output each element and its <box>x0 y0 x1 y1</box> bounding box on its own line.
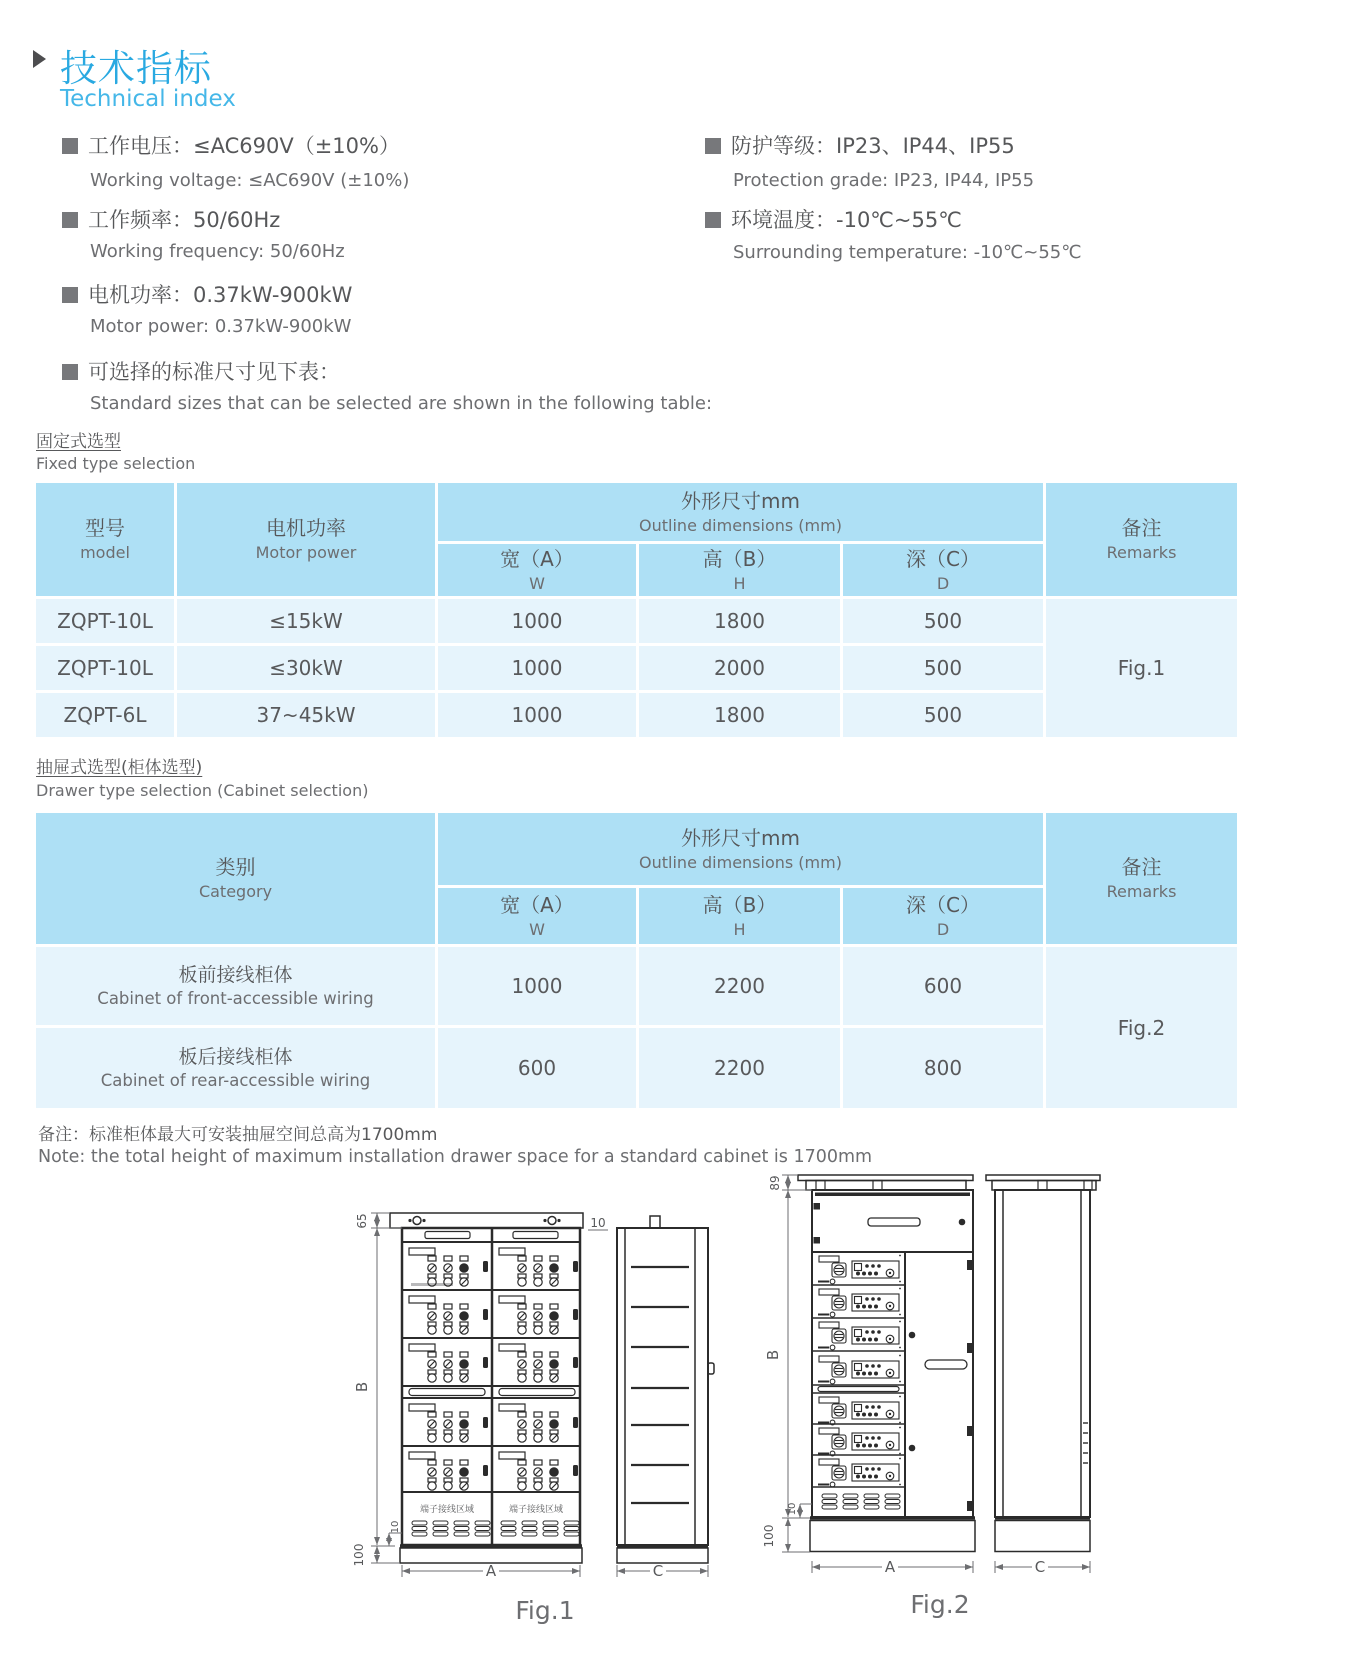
column-header-width: 宽（A） W <box>438 888 636 944</box>
column-header-outline-dimensions: 外形尺寸mm Outline dimensions (mm) <box>438 483 1043 541</box>
column-header-depth: 深（C） D <box>843 888 1043 944</box>
cell-height-row1: 2200 <box>639 1028 840 1108</box>
spec-surrounding-temperature <box>705 204 962 234</box>
column-header-height: 高（B） H <box>639 888 840 944</box>
cell-remark-fig1: Fig.1 <box>1046 599 1237 737</box>
cell-depth-row2: 500 <box>843 693 1043 737</box>
cell-depth-row0: 600 <box>843 947 1043 1025</box>
cell-height-row0: 1800 <box>639 599 840 643</box>
fig2-dim-89: 89 <box>768 1175 782 1191</box>
bullet-square-icon <box>62 212 78 228</box>
fig2-dim-a: A <box>884 1558 896 1576</box>
spec-motor-power <box>62 279 352 309</box>
fig1-dim-b: B <box>353 1381 371 1393</box>
cell-height-row0: 2200 <box>639 947 840 1025</box>
fixed-section-title-en: Fixed type selection <box>36 454 196 473</box>
bullet-square-icon <box>62 287 78 303</box>
fig2-caption: Fig.2 <box>910 1590 970 1619</box>
fig2-side-view <box>986 1175 1100 1552</box>
cell-power-row0: ≤15kW <box>177 599 435 643</box>
fig2-dim-100: 100 <box>762 1524 776 1548</box>
fig1-dim-10-bottom: 10 <box>390 1520 401 1534</box>
fig2-dimension-lines <box>782 1175 1090 1573</box>
bullet-square-icon <box>705 212 721 228</box>
cell-depth-row1: 800 <box>843 1028 1043 1108</box>
spec-en-text: Protection grade: IP23, IP44, IP55 <box>733 170 1035 191</box>
cell-width-row0: 1000 <box>438 947 636 1025</box>
column-header-remarks: 备注 Remarks <box>1046 813 1237 944</box>
fig1-dim-65: 65 <box>355 1213 369 1229</box>
page-title: 技术指标 <box>60 47 212 90</box>
fig2-front-view <box>798 1175 975 1552</box>
cell-width-row2: 1000 <box>438 693 636 737</box>
fig1-terminal-area-label: 端子接线区域 <box>419 1505 475 1515</box>
table-intro <box>62 356 340 386</box>
cell-power-row1: ≤30kW <box>177 646 435 690</box>
fig2-dim-b: B <box>764 1349 782 1361</box>
cell-category-row1: 板后接线柜体 Cabinet of rear-accessible wiring <box>36 1028 435 1108</box>
spec-en-text: Motor power: 0.37kW-900kW <box>90 316 352 337</box>
spec-working-voltage <box>62 130 400 160</box>
cell-height-row2: 1800 <box>639 693 840 737</box>
fig2-dim-c: C <box>1034 1558 1046 1576</box>
note-en: Note: the total height of maximum installation drawer space for a standard cabinet is 1700mm <box>38 1147 873 1167</box>
drawer-section-title-en: Drawer type selection (Cabinet selection) <box>36 781 369 800</box>
fig2-dim-10: 10 <box>787 1502 798 1516</box>
intro-cn-text: 可选择的标准尺寸见下表： <box>88 360 340 384</box>
cell-remark-fig2: Fig.2 <box>1046 947 1237 1108</box>
column-header-category: 类别 Category <box>36 813 435 944</box>
spec-cn-text: 电机功率：0.37kW-900kW <box>88 283 353 307</box>
cell-width-row1: 1000 <box>438 646 636 690</box>
column-header-outline-dimensions: 外形尺寸mm Outline dimensions (mm) <box>438 813 1043 885</box>
spec-cn-text: 防护等级：IP23、IP44、IP55 <box>731 134 1015 158</box>
drawer-selection-table <box>36 813 1237 1108</box>
intro-en-text: Standard sizes that can be selected are shown in the following table: <box>90 393 713 414</box>
bullet-square-icon <box>62 364 78 380</box>
cell-model-row2: ZQPT-6L <box>36 693 174 737</box>
cell-height-row1: 2000 <box>639 646 840 690</box>
spec-en-text: Working voltage: ≤AC690V (±10%) <box>90 170 410 191</box>
spec-protection-grade <box>705 130 1015 160</box>
fig1-side-view <box>617 1216 714 1563</box>
cell-depth-row0: 500 <box>843 599 1043 643</box>
cell-model-row0: ZQPT-10L <box>36 599 174 643</box>
column-header-width: 宽（A） W <box>438 544 636 596</box>
cell-model-row1: ZQPT-10L <box>36 646 174 690</box>
fig1-dim-10-top: 10 <box>590 1216 606 1230</box>
spec-en-text: Working frequency: 50/60Hz <box>90 241 345 262</box>
cell-category-row0: 板前接线柜体 Cabinet of front-accessible wiring <box>36 947 435 1025</box>
figure-1-drawing <box>345 1185 740 1630</box>
drawer-section-title-cn: 抽屉式选型(柜体选型) <box>36 758 203 778</box>
bullet-square-icon <box>705 138 721 154</box>
spec-cn-text: 环境温度：-10℃~55℃ <box>731 208 962 232</box>
fig1-dim-a: A <box>485 1562 497 1580</box>
fig1-caption: Fig.1 <box>515 1596 575 1625</box>
cell-width-row1: 600 <box>438 1028 636 1108</box>
column-header-model: 型号 model <box>36 483 174 596</box>
figure-2-drawing <box>740 1105 1110 1625</box>
spec-cn-text: 工作电压：≤AC690V（±10%） <box>88 134 400 158</box>
cell-power-row2: 37~45kW <box>177 693 435 737</box>
spec-en-text: Surrounding temperature: -10℃~55℃ <box>733 242 1082 263</box>
fig1-terminal-area-label: 端子接线区域 <box>508 1505 564 1515</box>
page-subtitle: Technical index <box>60 86 236 112</box>
section-arrow-icon <box>33 50 46 68</box>
spec-cn-text: 工作频率：50/60Hz <box>88 208 281 232</box>
column-header-depth: 深（C） D <box>843 544 1043 596</box>
fixed-section-title-cn: 固定式选型 <box>36 432 121 452</box>
column-header-height: 高（B） H <box>639 544 840 596</box>
cell-depth-row1: 500 <box>843 646 1043 690</box>
cell-width-row0: 1000 <box>438 599 636 643</box>
note-cn: 备注：标准柜体最大可安装抽屉空间总高为1700mm <box>38 1125 438 1145</box>
bullet-square-icon <box>62 138 78 154</box>
column-header-motor-power: 电机功率 Motor power <box>177 483 435 596</box>
column-header-remarks: 备注 Remarks <box>1046 483 1237 596</box>
fixed-selection-table <box>36 483 1237 737</box>
fig1-dim-100: 100 <box>352 1543 366 1567</box>
fig1-dim-c: C <box>652 1562 664 1580</box>
spec-working-frequency <box>62 204 280 234</box>
